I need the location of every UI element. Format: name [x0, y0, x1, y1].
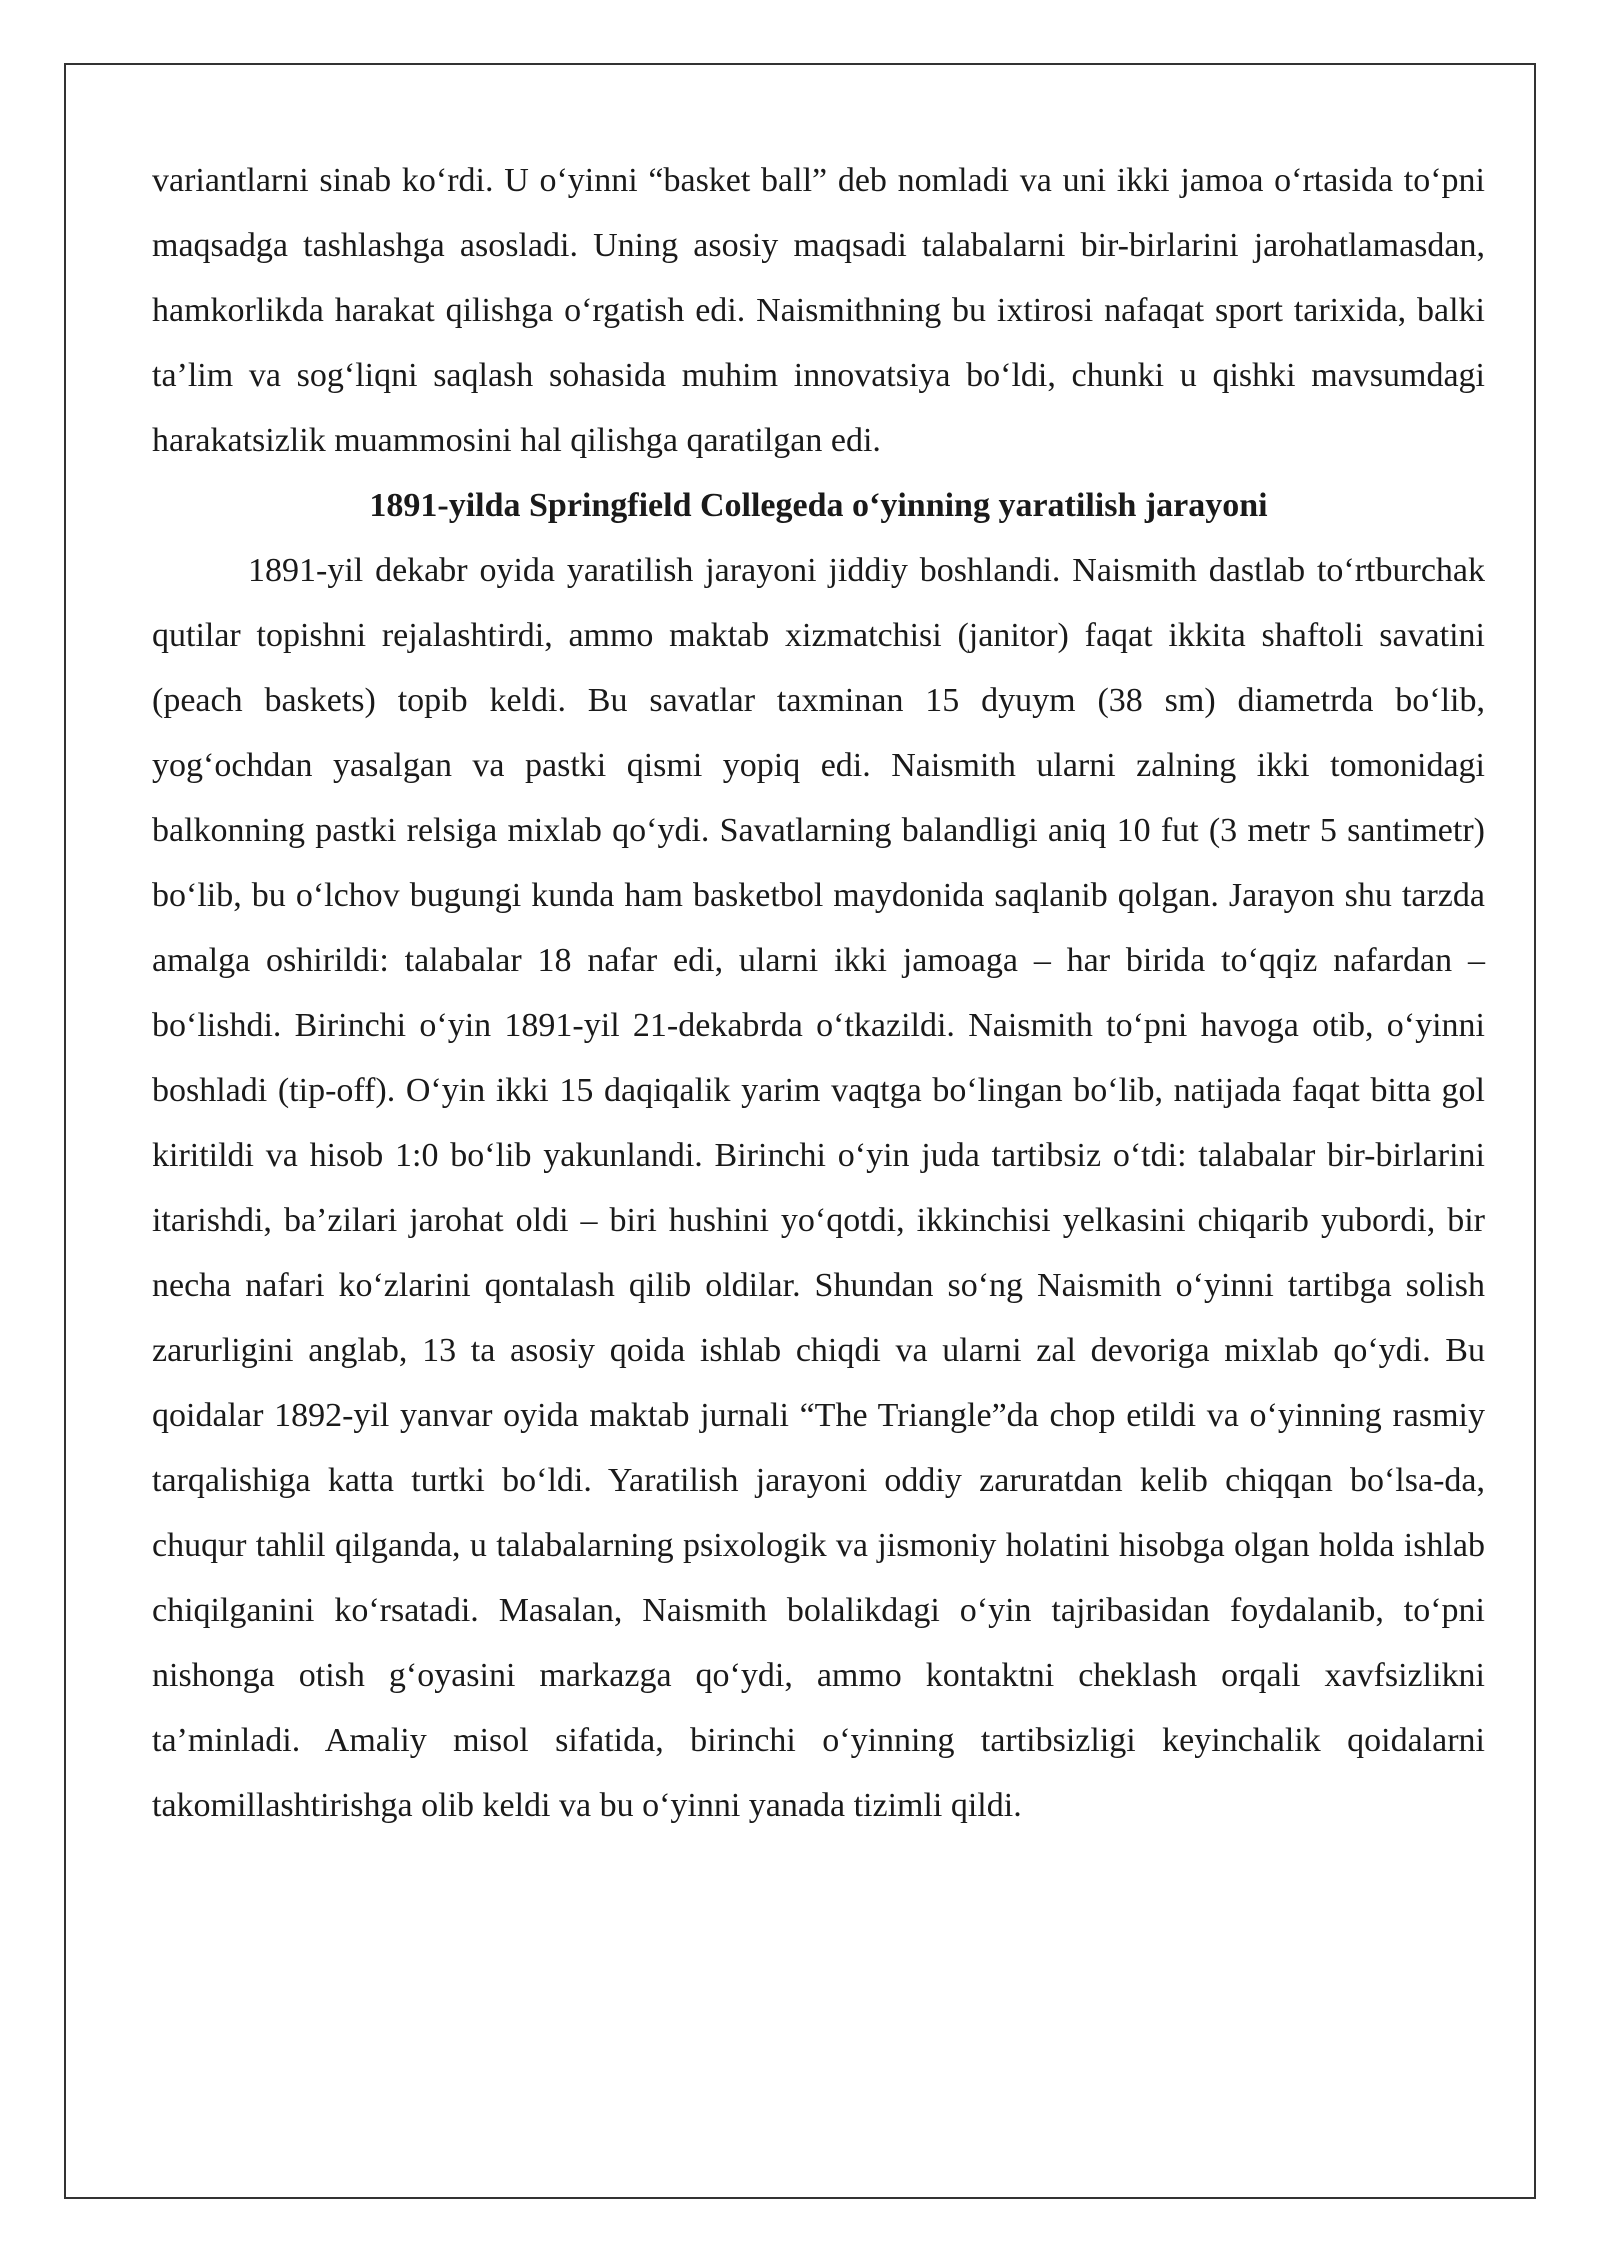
section-heading: 1891-yilda Springfield Collegeda o‘yinning yaratilish jarayoni — [369, 487, 1268, 524]
paragraph-creation-process: 1891-yil dekabr oyida yaratilish jarayoni jiddiy boshlandi. Naismith dastlab to‘rtburchak qutilar topishni rejalashtirdi, ammo maktab xizmatchisi (janitor) faqat ikkita shaftoli savatini (peach baskets) topib keldi. Bu savatlar taxminan 15 dyuym (38 sm) diametrda bo‘lib, yog‘ochdan yasalgan va pastki qismi yopiq edi. Naismith ularni zalning ikki tomonidagi balkonning pastki relsiga mixlab qo‘ydi. Savatlarning balandligi aniq 10 fut (3 metr 5 santimetr) bo‘lib, bu o‘lchov bugungi kunda ham basketbol maydonida saqlanib qolgan. Jarayon shu tarzda amalga oshirildi: talabalar 18 nafar edi, ularni ikki jamoaga – har birida to‘qqiz nafardan – bo‘lishdi. Birinchi o‘yin 1891-yil 21-dekabrda o‘tkazildi. Naismith to‘pni havoga otib, o‘yinni boshladi (tip-off). O‘yin ikki 15 daqiqalik yarim vaqtga bo‘lingan bo‘lib, natijada faqat bitta gol kiritildi va hisob 1:0 bo‘lib yakunlandi. Birinchi o‘yin juda tartibsiz o‘tdi: talabalar bir-birlarini itarishdi, ba’zilari jarohat oldi – biri hushini yo‘qotdi, ikkinchisi yelkasini chiqarib yubordi, bir necha nafari ko‘zlarini qontalash qilib oldilar. Shundan so‘ng Naismith o‘yinni tartibga solish zarurligini anglab, 13 ta asosiy qoida ishlab chiqdi va ularni zal devoriga mixlab qo‘ydi. Bu qoidalar 1892-yil yanvar oyida maktab jurnali “The Triangle”da chop etildi va o‘yinning rasmiy tarqalishiga katta turtki bo‘ldi. Yaratilish jarayoni oddiy zaruratdan kelib chiqqan bo‘lsa-da, chuqur tahlil qilganda, u talabalarning psixologik va jismoniy holatini hisobga olgan holda ishlab chiqilganini ko‘rsatadi. Masalan, Naismith bolalikdagi o‘yin tajribasidan foydalanib, to‘pni nishonga otish g‘oyasini markazga qo‘ydi, ammo kontaktni cheklash orqali xavfsizlikni ta’minladi. Amaliy misol sifatida, birinchi o‘yinning tartibsizligi keyinchalik qoidalarni takomillashtirishga olib keldi va bu o‘yinni yanada tizimli qildi. — [152, 552, 1485, 1824]
document-body — [152, 148, 1485, 1838]
paragraph-intro: variantlarni sinab ko‘rdi. U o‘yinni “basket ball” deb nomladi va uni ikki jamoa o‘rtasida to‘pni maqsadga tashlashga asosladi. Uning asosiy maqsadi talabalarni bir-birlarini jarohatlamasdan, hamkorlikda harakat qilishga o‘rgatish edi. Naismithning bu ixtirosi nafaqat sport tarixida, balki ta’lim va sog‘liqni saqlash sohasida muhim innovatsiya bo‘ldi, chunki u qishki mavsumdagi harakatsizlik muammosini hal qilishga qaratilgan edi. — [152, 162, 1485, 459]
